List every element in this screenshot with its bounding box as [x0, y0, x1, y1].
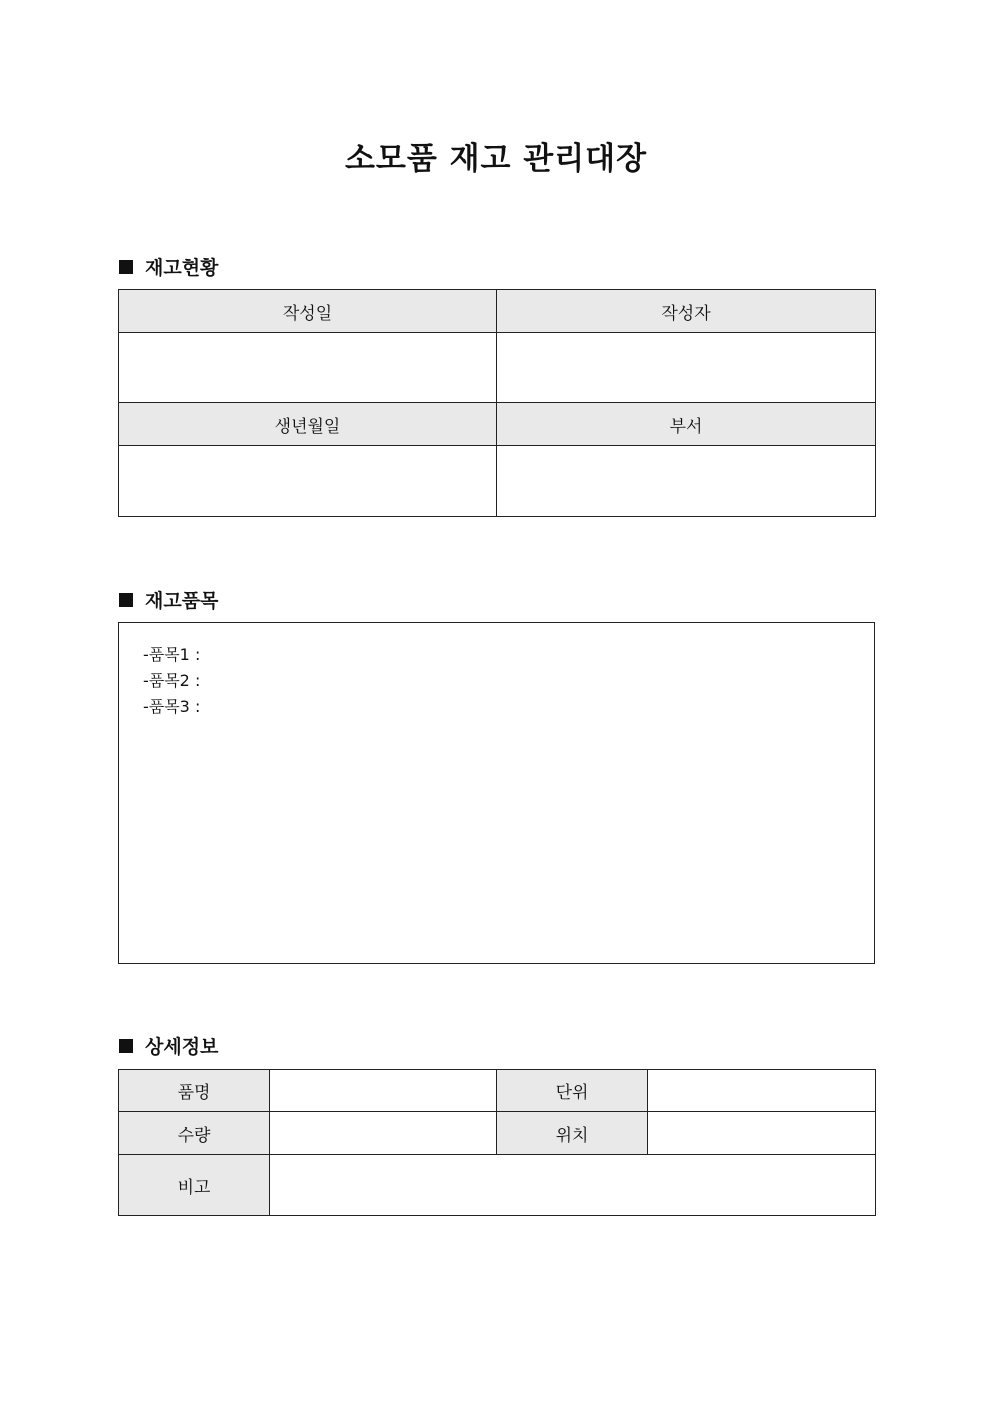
square-bullet-icon — [119, 260, 133, 274]
items-section-heading — [119, 586, 218, 613]
page-title: 소모품 재고 관리대장 — [344, 141, 648, 177]
birthdate-field[interactable] — [119, 446, 497, 517]
status-section-heading — [119, 253, 218, 280]
item-line-3: -품목3 : — [143, 697, 201, 716]
department-label: 부서 — [497, 403, 876, 446]
department-field[interactable] — [497, 446, 876, 517]
birthdate-label: 생년월일 — [119, 403, 497, 446]
author-label: 작성자 — [497, 290, 876, 333]
square-bullet-icon — [119, 593, 133, 607]
item-line-1: -품목1 : — [143, 645, 201, 664]
square-bullet-icon — [119, 1039, 133, 1053]
location-label: 위치 — [497, 1112, 648, 1155]
remarks-field[interactable] — [270, 1155, 876, 1216]
author-date-field[interactable] — [119, 333, 497, 403]
details-heading-text: 상세정보 — [145, 1036, 219, 1058]
details-table — [118, 1069, 876, 1216]
item-line-2: -품목2 : — [143, 671, 201, 690]
name-field[interactable] — [270, 1070, 497, 1112]
details-section-heading — [119, 1032, 218, 1059]
remarks-label: 비고 — [119, 1155, 270, 1216]
unit-field[interactable] — [648, 1070, 876, 1112]
author-field[interactable] — [497, 333, 876, 403]
items-box[interactable] — [118, 622, 875, 964]
location-field[interactable] — [648, 1112, 876, 1155]
unit-label: 단위 — [497, 1070, 648, 1112]
quantity-field[interactable] — [270, 1112, 497, 1155]
author-date-label: 작성일 — [119, 290, 497, 333]
items-heading-text: 재고품목 — [145, 590, 219, 612]
quantity-label: 수량 — [119, 1112, 270, 1155]
status-heading-text: 재고현황 — [145, 257, 219, 279]
name-label: 품명 — [119, 1070, 270, 1112]
status-table — [118, 289, 876, 517]
